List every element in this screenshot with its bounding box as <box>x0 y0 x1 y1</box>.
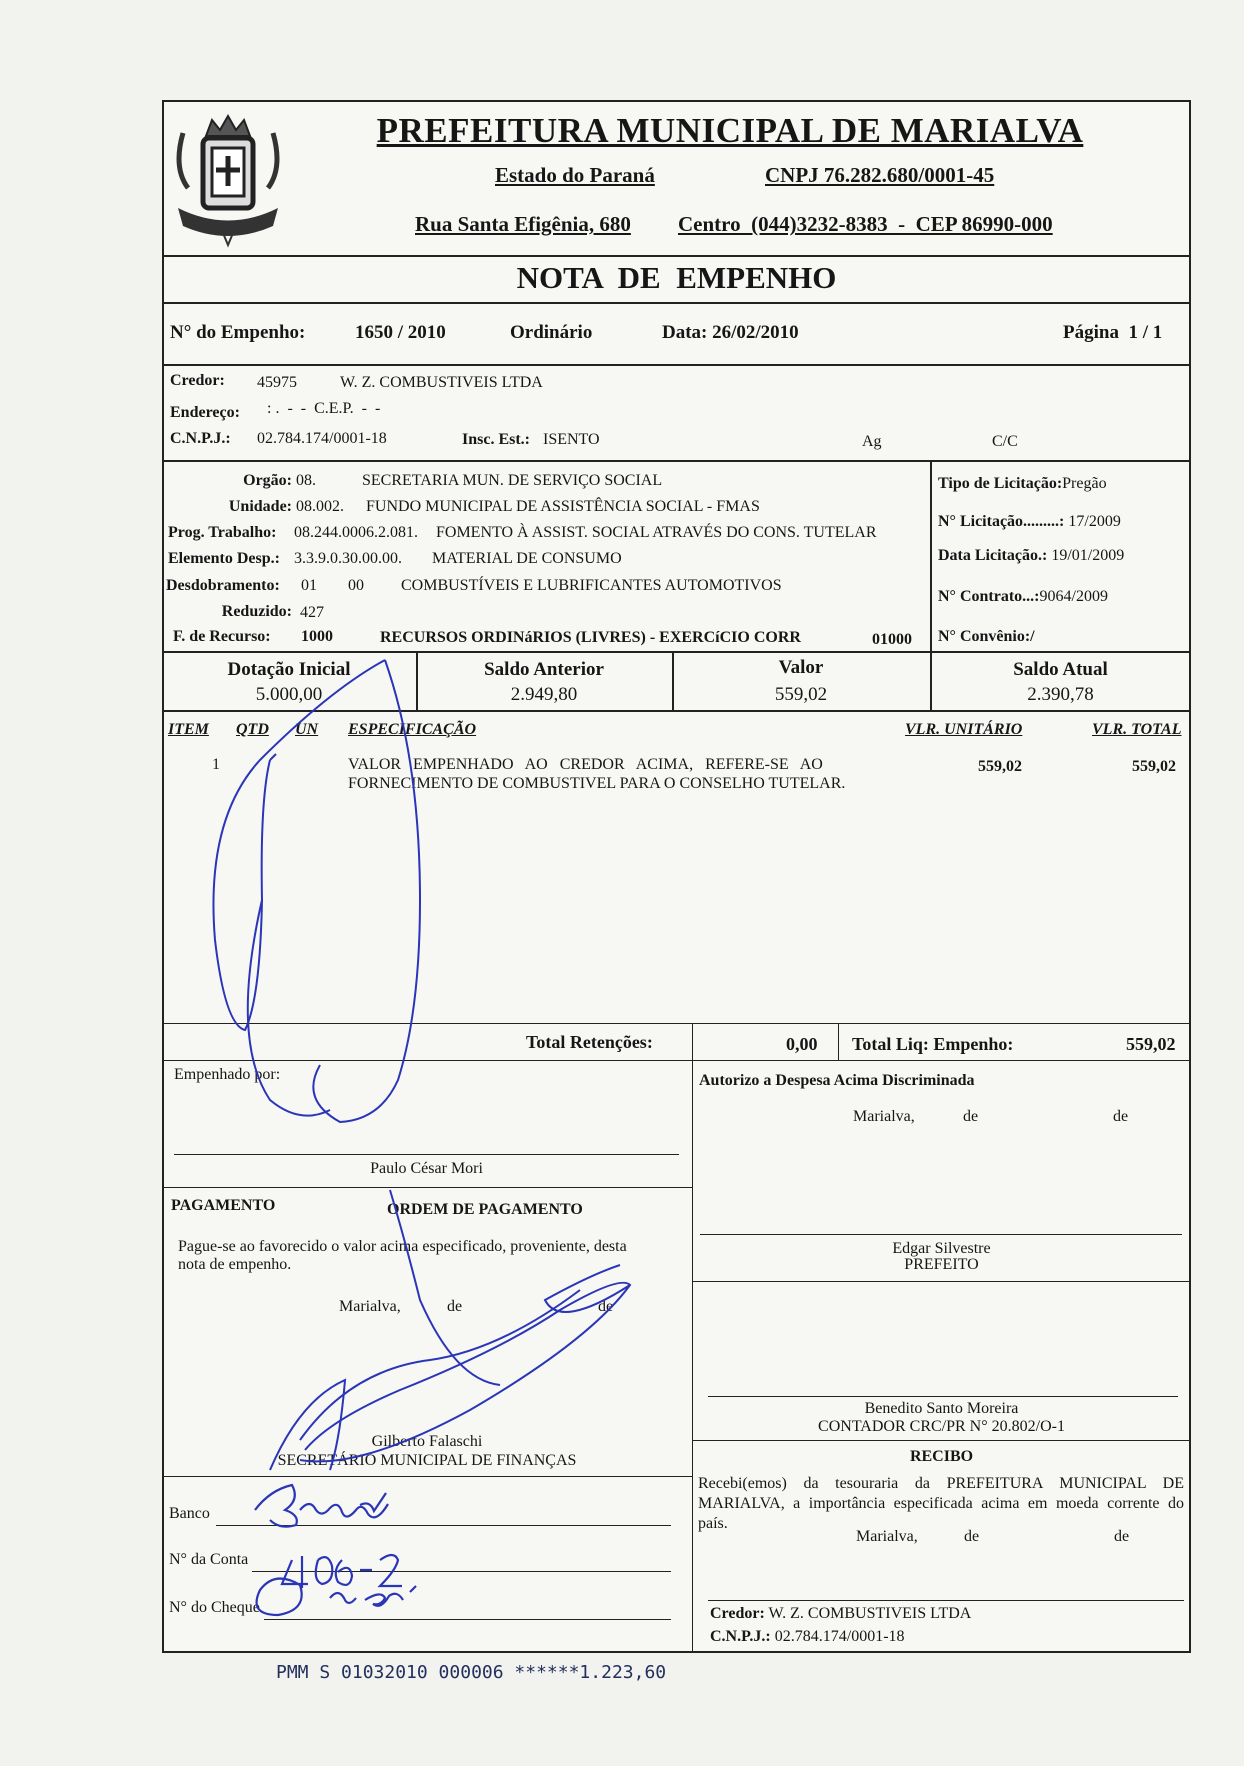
liquido-value: 559,02 <box>1126 1034 1176 1054</box>
insc-label: Insc. Est.: <box>462 431 531 448</box>
dotacao-label: Dotação Inicial <box>227 659 351 680</box>
desdobramento-label: Desdobramento: <box>166 577 280 594</box>
credor-name: W. Z. COMBUSTIVEIS LTDA <box>340 374 543 391</box>
reduzido-label: Reduzido: <box>221 603 292 620</box>
reduzido-value: 427 <box>300 604 324 621</box>
autorizo-de2: de <box>1113 1108 1129 1125</box>
item-number: 1 <box>212 756 220 773</box>
orgao-desc: SECRETARIA MUN. DE SERVIÇO SOCIAL <box>362 472 663 489</box>
insc-value: ISENTO <box>543 431 600 448</box>
recibo-de1: de <box>964 1528 980 1545</box>
recibo-text-line3: país. <box>698 1515 728 1532</box>
retencoes-label: Total Retenções: <box>526 1032 653 1052</box>
elemento-desc: MATERIAL DE CONSUMO <box>432 550 622 567</box>
contact-label: Centro (044)3232-8383 - CEP 86990-000 <box>678 212 1053 236</box>
page-number: Página 1 / 1 <box>1063 322 1163 343</box>
orgao-code: 08. <box>296 472 316 489</box>
valor-value: 559,02 <box>774 684 828 705</box>
pagamento-place: Marialva, <box>339 1298 401 1315</box>
desdobramento-code2: 00 <box>348 577 364 594</box>
autorizo-label: Autorizo a Despesa Acima Discriminada <box>699 1072 975 1089</box>
prog-code: 08.244.0006.2.081. <box>294 524 418 541</box>
item-spec-line1: VALOR EMPENHADO AO CREDOR ACIMA, REFERE-SE AO <box>348 756 823 773</box>
autorizo-signer: Edgar Silvestre <box>892 1240 991 1257</box>
desdobramento-code1: 01 <box>301 577 317 594</box>
state-label: Estado do Paraná <box>495 163 655 187</box>
recibo-place: Marialva, <box>856 1528 918 1545</box>
cc-label: C/C <box>992 433 1018 450</box>
tipo-licitacao: Tipo de Licitação:Pregão <box>938 475 1107 492</box>
empenho-type: Ordinário <box>510 322 593 343</box>
unidade-desc: FUNDO MUNICIPAL DE ASSISTÊNCIA SOCIAL - FMAS <box>366 498 760 515</box>
recurso-desc: RECURSOS ORDINáRIOS (LIVRES) - EXERCíCIO CORR <box>380 629 801 646</box>
num-convenio: N° Convênio:/ <box>938 628 1035 645</box>
prog-label: Prog. Trabalho: <box>168 524 277 541</box>
cheque-label: N° do Cheque <box>169 1599 260 1616</box>
recurso-label: F. de Recurso: <box>173 628 271 645</box>
empenho-number: 1650 / 2010 <box>355 322 446 343</box>
autorizo-role: PREFEITO <box>904 1256 979 1273</box>
autorizo-place: Marialva, <box>853 1108 915 1125</box>
num-contrato: N° Contrato...:9064/2009 <box>938 588 1108 605</box>
elemento-code: 3.3.9.0.30.00.00. <box>294 550 402 567</box>
item-total-value: 559,02 <box>1132 758 1176 775</box>
recurso-code2: 01000 <box>872 631 912 648</box>
banco-label: Banco <box>169 1505 210 1522</box>
saldo-anterior-value: 2.949,80 <box>510 684 578 705</box>
retencoes-value: 0,00 <box>786 1034 818 1054</box>
recurso-code: 1000 <box>301 628 333 645</box>
desdobramento-desc: COMBUSTÍVEIS E LUBRIFICANTES AUTOMOTIVOS <box>401 577 782 594</box>
empenho-date: Data: 26/02/2010 <box>662 322 799 343</box>
ag-label: Ag <box>862 433 882 450</box>
item-unit-value: 559,02 <box>978 758 1022 775</box>
recibo-title: RECIBO <box>909 1448 974 1465</box>
conta-label: N° da Conta <box>169 1551 249 1568</box>
pagamento-text-line2: nota de empenho. <box>178 1256 292 1273</box>
pagamento-label: PAGAMENTO <box>171 1197 276 1214</box>
page-title: PREFEITURA MUNICIPAL DE MARIALVA <box>376 111 1084 150</box>
footer-stamp: PMM S 01032010 000006 ******1.223,60 <box>276 1662 667 1683</box>
col-unit-header: VLR. UNITÁRIO <box>905 721 1023 738</box>
pagamento-de1: de <box>447 1298 463 1315</box>
address-label: Rua Santa Efigênia, 680 <box>415 212 631 236</box>
document-title: NOTA DE EMPENHO <box>516 260 837 295</box>
dotacao-value: 5.000,00 <box>255 684 323 705</box>
pagamento-de2: de <box>598 1298 614 1315</box>
valor-label: Valor <box>778 657 824 678</box>
cnpj-field-value: 02.784.174/0001-18 <box>257 430 387 447</box>
prog-desc: FOMENTO À ASSIST. SOCIAL ATRAVÉS DO CONS. TUTELAR <box>436 524 877 541</box>
col-item-header: ITEM <box>168 721 209 738</box>
unidade-code: 08.002. <box>296 498 344 515</box>
autorizo-de1: de <box>963 1108 979 1125</box>
recibo-de2: de <box>1114 1528 1130 1545</box>
col-qtd-header: QTD <box>236 721 269 738</box>
endereco-value: : . - - C.E.P. - - <box>267 400 381 417</box>
endereco-label: Endereço: <box>170 404 240 421</box>
ordem-pagamento-label: ORDEM DE PAGAMENTO <box>387 1201 583 1218</box>
data-licitacao: Data Licitação.: 19/01/2009 <box>938 547 1125 564</box>
empenho-number-label: N° do Empenho: <box>170 322 306 343</box>
empenhado-signer: Paulo César Mori <box>370 1160 483 1177</box>
pagamento-text-line1: Pague-se ao favorecido o valor acima especificado, proveniente, desta <box>178 1238 627 1255</box>
recibo-text-line2: MARIALVA, a importância especificada acima em moeda corrente do <box>698 1495 1184 1512</box>
recibo-credor: Credor: W. Z. COMBUSTIVEIS LTDA <box>710 1605 972 1622</box>
saldo-anterior-label: Saldo Anterior <box>484 659 604 680</box>
cnpj-label: CNPJ 76.282.680/0001-45 <box>765 163 995 187</box>
pagamento-role: SECRETÁRIO MUNICIPAL DE FINANÇAS <box>277 1452 577 1469</box>
empenhado-label: Empenhado por: <box>174 1066 281 1083</box>
item-spec-line2: FORNECIMENTO DE COMBUSTIVEL PARA O CONSELHO TUTELAR. <box>348 775 846 792</box>
elemento-label: Elemento Desp.: <box>168 550 280 567</box>
pagamento-signer: Gilberto Falaschi <box>371 1433 483 1450</box>
num-licitacao: N° Licitação.........: 17/2009 <box>938 513 1121 530</box>
recibo-text-line1: Recebi(emos) da tesouraria da PREFEITURA MUNICIPAL DE <box>698 1475 1184 1492</box>
saldo-atual-label: Saldo Atual <box>1013 659 1108 680</box>
credor-label: Credor: <box>170 372 225 389</box>
unidade-label: Unidade: <box>228 498 292 515</box>
liquido-label: Total Liq: Empenho: <box>852 1034 1014 1054</box>
contador-role: CONTADOR CRC/PR N° 20.802/O-1 <box>818 1418 1065 1435</box>
recibo-cnpj: C.N.P.J.: 02.784.174/0001-18 <box>710 1628 905 1645</box>
credor-code: 45975 <box>257 374 297 391</box>
col-total-header: VLR. TOTAL <box>1092 721 1182 738</box>
orgao-label: Orgão: <box>243 472 292 489</box>
contador-signer: Benedito Santo Moreira <box>864 1400 1019 1417</box>
col-spec-header: ESPECIFICAÇÃO <box>348 721 477 738</box>
cnpj-field-label: C.N.P.J.: <box>170 430 231 447</box>
col-un-header: UN <box>295 721 319 738</box>
saldo-atual-value: 2.390,78 <box>1027 684 1094 705</box>
